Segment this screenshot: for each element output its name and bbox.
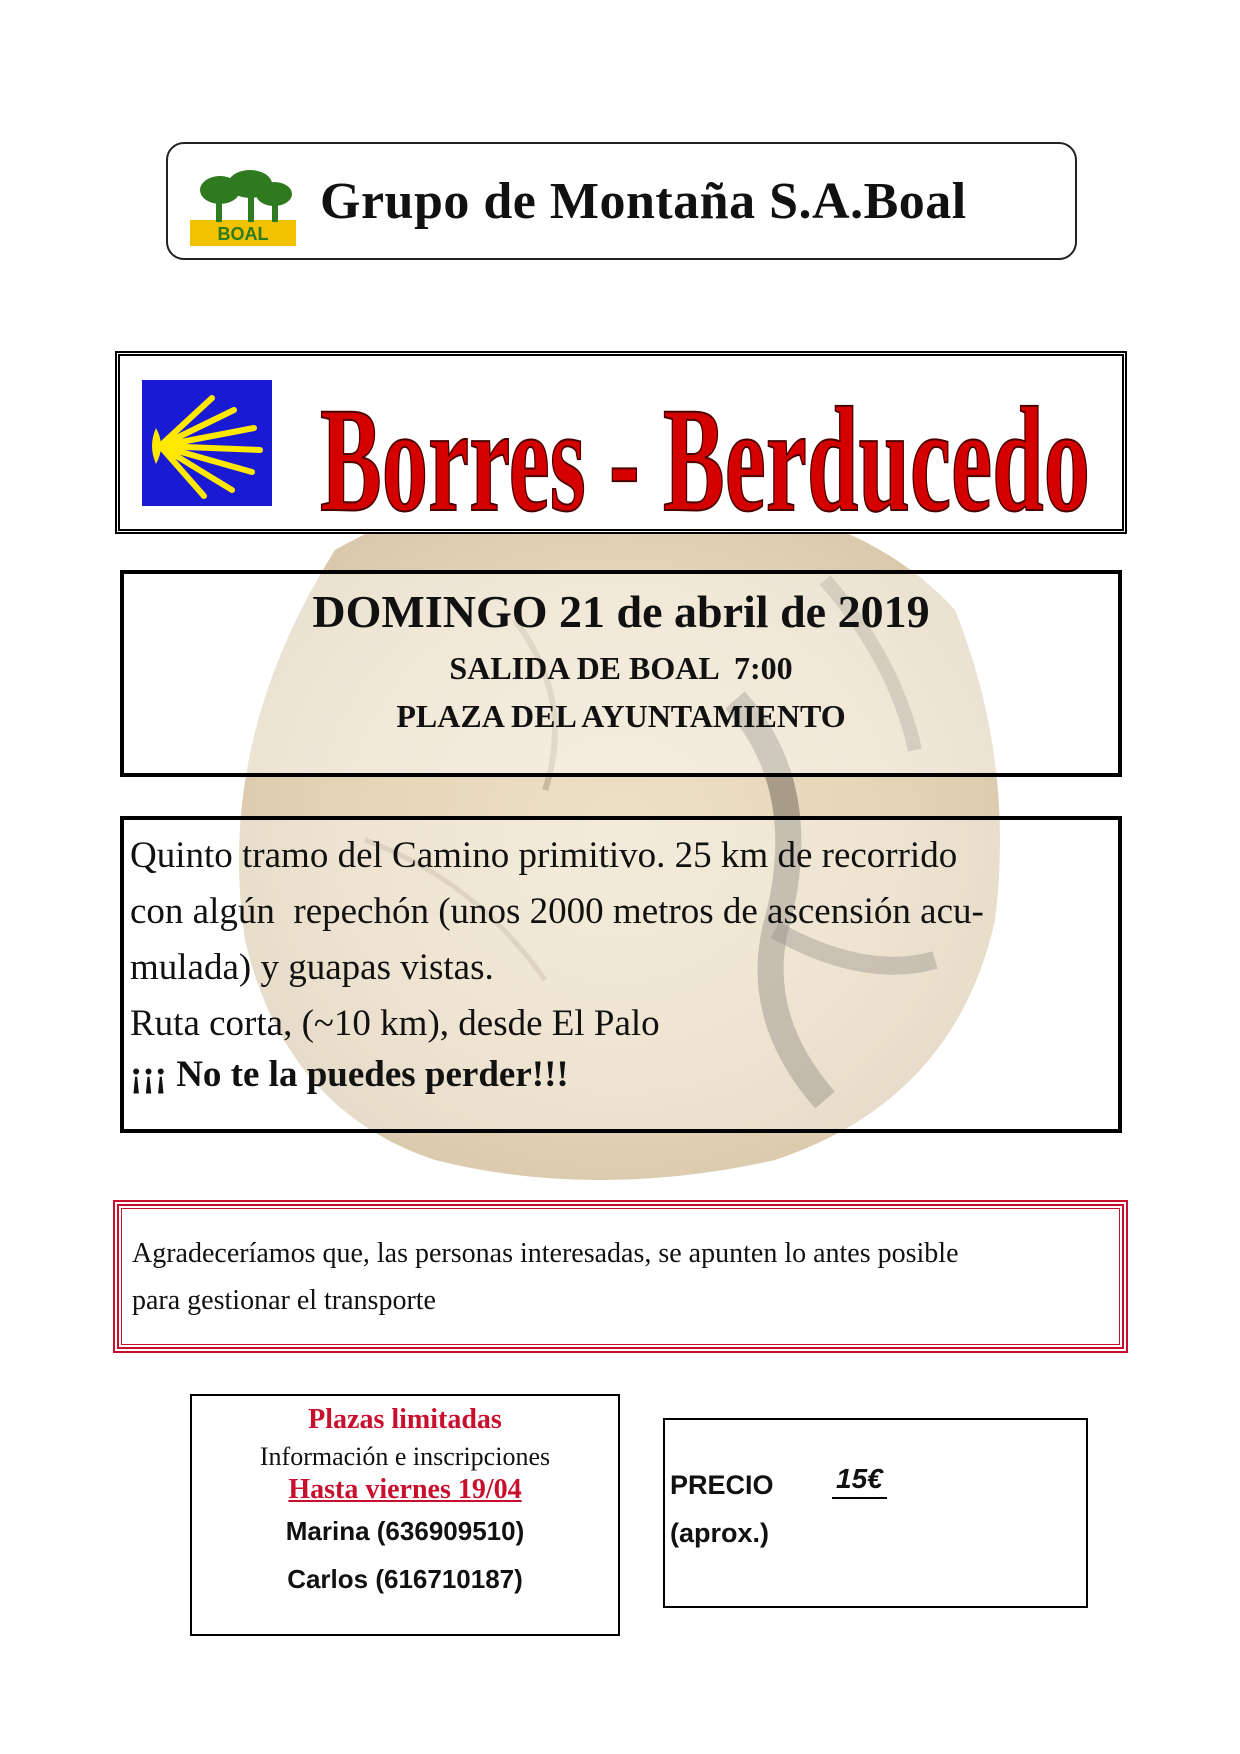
route-title bbox=[305, 355, 1105, 525]
registration-deadline: Hasta viernes 19/04 bbox=[288, 1474, 522, 1505]
note-line: Agradeceríamos que, las personas interesadas, se apunten lo antes posible bbox=[132, 1238, 959, 1269]
description-line: Quinto tramo del Camino primitivo. 25 km de recorrido bbox=[130, 835, 958, 876]
price-approx-note: (aprox.) bbox=[670, 1518, 770, 1548]
departure-time: SALIDA DE BOAL 7:00 bbox=[449, 650, 793, 686]
price-label: PRECIO bbox=[670, 1470, 774, 1500]
limited-places-label: Plazas limitadas bbox=[308, 1404, 502, 1435]
contact-carlos: Carlos (616710187) bbox=[287, 1564, 523, 1594]
route-description bbox=[130, 828, 1110, 1052]
transport-note bbox=[132, 1230, 1112, 1324]
contact-marina: Marina (636909510) bbox=[285, 1516, 525, 1546]
club-logo-icon bbox=[190, 168, 296, 246]
description-line: con algún repechón (unos 2000 metros de ascensión acu- bbox=[130, 891, 984, 932]
note-line: para gestionar el transporte bbox=[132, 1285, 436, 1316]
registration-info-label: Información e inscripciones bbox=[259, 1442, 551, 1471]
meeting-point: PLAZA DEL AYUNTAMIENTO bbox=[396, 698, 846, 734]
description-line: Ruta corta, (~10 km), desde El Palo bbox=[130, 1003, 660, 1044]
event-date: DOMINGO 21 de abril de 2019 bbox=[312, 586, 930, 637]
price-value: 15€ bbox=[832, 1463, 887, 1499]
description-line: mulada) y guapas vistas. bbox=[130, 947, 494, 988]
svg-text:BOAL: BOAL bbox=[217, 224, 269, 244]
call-to-action: ¡¡¡ No te la puedes perder!!! bbox=[130, 1054, 569, 1095]
svg-text:Borres - Berducedo: Borres - Berducedo bbox=[320, 377, 1090, 525]
scallop-shell-icon bbox=[142, 380, 272, 506]
organization-name: Grupo de Montaña S.A.Boal bbox=[320, 173, 967, 230]
price-box bbox=[663, 1418, 1088, 1608]
